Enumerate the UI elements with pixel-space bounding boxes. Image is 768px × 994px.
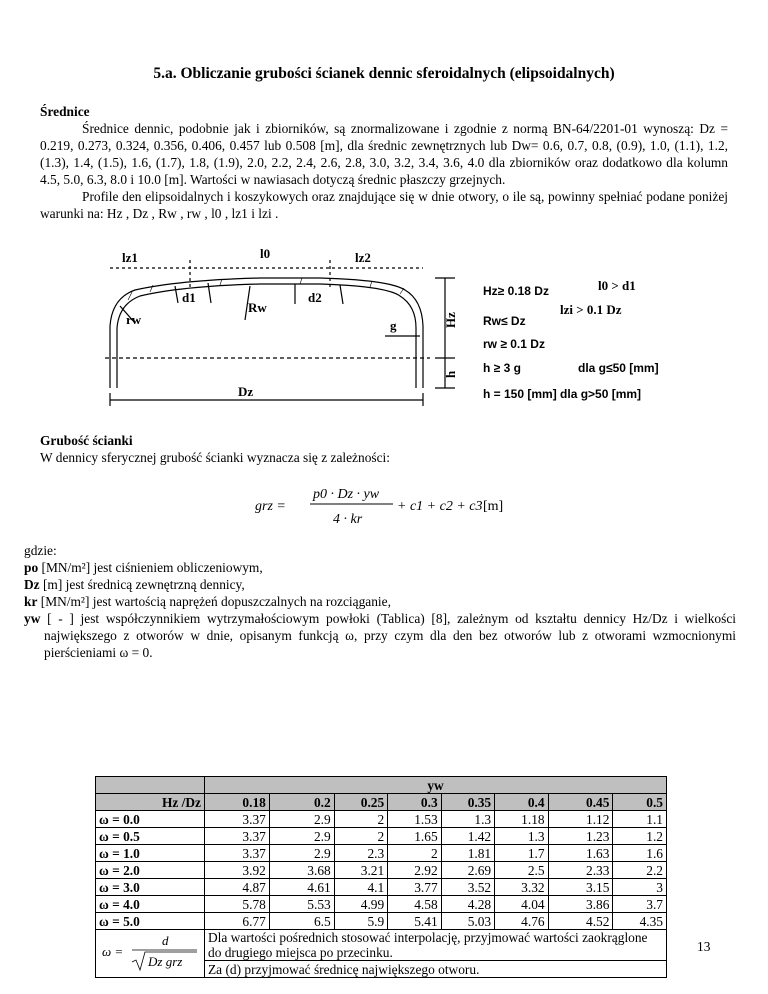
label-l0: l0	[260, 248, 271, 261]
def-symbol: po	[24, 560, 39, 575]
table-cell: 2.2	[613, 862, 667, 879]
table-cell: 1.3	[441, 811, 494, 828]
condition-h-150: h = 150 [mm] dla g>50 [mm]	[483, 387, 642, 401]
section-heading: Grubość ścianki	[40, 433, 133, 448]
formula-numerator: p0 · Dz · yw	[313, 487, 380, 502]
def-text: [ - ] jest współczynnikiem wytrzymałościowym powłoki (Tablica) [8], zależnym od kształtu dennicy Hz/Dz i wielkości największego z otworów w dnie, opisanym funkcją ω, przy czym dla den bez otworów lub z otworami wzmocnionymi pierścieniami ω = 0.	[40, 611, 736, 660]
formula-lhs: grz =	[255, 499, 286, 514]
table-cell: 3.15	[548, 879, 613, 896]
table-cell: 1.18	[495, 811, 548, 828]
table-cell: 3.37	[205, 845, 270, 862]
table-cell: 4.52	[548, 913, 613, 930]
label-Hz: Hz	[443, 312, 458, 328]
omega-formula	[102, 932, 198, 972]
table-header-row	[96, 794, 667, 811]
table-corner: Hz /Dz	[96, 794, 205, 811]
def-text: [m] jest średnicą zewnętrzną dennicy,	[39, 577, 245, 592]
table-body	[96, 811, 667, 930]
table-cell: 1.1	[613, 811, 667, 828]
label-lz2: lz2	[355, 250, 371, 265]
label-d2: d2	[308, 290, 322, 305]
table-row-label: ω = 3.0	[96, 879, 205, 896]
def-text: [MN/m²] jest wartością naprężeń dopuszczalnych na rozciąganie,	[37, 594, 391, 609]
table-cell: 1.53	[388, 811, 441, 828]
page-number: 13	[697, 939, 711, 954]
omega-num: d	[162, 933, 169, 948]
table-cell: 3.37	[205, 828, 270, 845]
table-cell: 4.58	[388, 896, 441, 913]
table-row	[96, 913, 667, 930]
table-cell: 6.77	[205, 913, 270, 930]
table-cell: 3.77	[388, 879, 441, 896]
table-cell: 1.42	[441, 828, 494, 845]
table-cell: 1.12	[548, 811, 613, 828]
table-cell: 3	[613, 879, 667, 896]
def-text: [MN/m²] jest ciśnieniem obliczeniowym,	[38, 560, 263, 575]
table-cell: 2	[388, 845, 441, 862]
table-col-header: 0.45	[548, 794, 613, 811]
table-row	[96, 879, 667, 896]
omega-den: Dz grz	[148, 954, 183, 969]
table-row-label: ω = 2.0	[96, 862, 205, 879]
table-cell: 1.2	[613, 828, 667, 845]
table-cell: 5.03	[441, 913, 494, 930]
section-srednice	[40, 103, 728, 222]
table-cell: 4.28	[441, 896, 494, 913]
table-cell: 4.76	[495, 913, 548, 930]
omega-formula-cell	[96, 930, 205, 978]
table-cell: 3.32	[495, 879, 548, 896]
formula-grz	[255, 480, 555, 530]
condition-g-le-50: dla g≤50 [mm]	[578, 361, 659, 375]
condition-l0: l0 > d1	[598, 278, 636, 293]
table-row-label: ω = 5.0	[96, 913, 205, 930]
table-col-header: 0.3	[388, 794, 441, 811]
definitions	[24, 542, 736, 661]
table-row	[96, 828, 667, 845]
section-heading: Średnice	[40, 104, 90, 119]
paragraph: Profile den elipsoidalnych i koszykowych oraz znajdujące się w dnie otwory, o ile są, powinny spełniać podane poniżej warunki na: Hz , Dz , Rw , rw , l0 , lz1 i lzi .	[40, 189, 728, 221]
table-col-header: 0.4	[495, 794, 548, 811]
table-cell: 5.53	[269, 896, 334, 913]
table-col-header: 0.5	[613, 794, 667, 811]
table-row-label: ω = 0.0	[96, 811, 205, 828]
table-cell: 3.52	[441, 879, 494, 896]
label-rw: rw	[126, 312, 142, 327]
condition-lzi: lzi > 0.1 Dz	[560, 302, 622, 317]
def-symbol: Dz	[24, 577, 40, 592]
table-cell: 2.5	[495, 862, 548, 879]
table-cell: 3.37	[205, 811, 270, 828]
table-cell: 1.3	[495, 828, 548, 845]
yw-table	[95, 776, 667, 978]
table-row-label: ω = 0.5	[96, 828, 205, 845]
table-row	[96, 811, 667, 828]
definition-yw	[24, 610, 736, 661]
condition-Rw: Rw≤ Dz	[483, 314, 526, 328]
table-row	[96, 896, 667, 913]
formula-denominator: 4 · kr	[333, 512, 363, 527]
table-cell: 4.04	[495, 896, 548, 913]
table-note-diameter: Za (d) przyjmować średnicę największego otworu.	[205, 961, 667, 978]
condition-hz: Hz≥ 0.18 Dz	[483, 284, 549, 298]
table-col-header: 0.25	[334, 794, 387, 811]
table-col-header: 0.35	[441, 794, 494, 811]
table-col-header: 0.18	[205, 794, 270, 811]
table-cell: 1.7	[495, 845, 548, 862]
table-cell: 1.81	[441, 845, 494, 862]
table-cell: 2.9	[269, 828, 334, 845]
omega-lhs: ω =	[102, 944, 124, 959]
table-row-label: ω = 4.0	[96, 896, 205, 913]
table-cell: 5.9	[334, 913, 387, 930]
table-cell: 3.68	[269, 862, 334, 879]
dennica-diagram	[100, 248, 690, 408]
condition-rw: rw ≥ 0.1 Dz	[483, 337, 545, 351]
table-cell: 4.99	[334, 896, 387, 913]
condition-h: h ≥ 3 g	[483, 361, 521, 375]
label-g: g	[390, 318, 397, 333]
def-symbol: kr	[24, 594, 38, 609]
table-cell: 4.87	[205, 879, 270, 896]
table-row-label: ω = 1.0	[96, 845, 205, 862]
table-cell: 3.7	[613, 896, 667, 913]
table-cell: 1.65	[388, 828, 441, 845]
label-lz1: lz1	[122, 250, 138, 265]
definition-kr	[24, 593, 736, 610]
formula-rest: + c1 + c2 + c3	[397, 499, 483, 514]
table-cell: 1.63	[548, 845, 613, 862]
table-row	[96, 845, 667, 862]
table-cell: 5.41	[388, 913, 441, 930]
table-cell: 3.21	[334, 862, 387, 879]
where-label: gdzie:	[24, 543, 57, 558]
table-cell: 2.69	[441, 862, 494, 879]
table-cell: 2.9	[269, 811, 334, 828]
table-yw-header: yw	[205, 777, 667, 794]
table-top-header-row	[96, 777, 667, 794]
definition-dz	[24, 576, 736, 593]
table-cell: 4.61	[269, 879, 334, 896]
table-cell: 2	[334, 811, 387, 828]
table-cell: 5.78	[205, 896, 270, 913]
label-h: h	[443, 370, 458, 378]
paragraph: W dennicy sferycznej grubość ścianki wyznacza się z zależności:	[40, 450, 390, 465]
page-title: 5.a. Obliczanie grubości ścianek dennic sferoidalnych (elipsoidalnych)	[153, 65, 615, 82]
table-note-interpolation: Dla wartości pośrednich stosować interpolację, przyjmować wartości zaokrąglone do drugiego miejsca po przecinku.	[205, 930, 667, 961]
table-cell: 2.92	[388, 862, 441, 879]
table-cell: 4.35	[613, 913, 667, 930]
label-d1: d1	[182, 290, 196, 305]
table-cell: 2	[334, 828, 387, 845]
definition-p0	[24, 559, 736, 576]
label-Rw: Rw	[248, 300, 267, 315]
table-cell: 3.92	[205, 862, 270, 879]
formula-unit: [m]	[483, 499, 504, 514]
table-row	[96, 862, 667, 879]
table-cell: 2.9	[269, 845, 334, 862]
table-cell: 6.5	[269, 913, 334, 930]
section-grubosc	[40, 432, 728, 466]
table-col-header: 0.2	[269, 794, 334, 811]
table-cell: 4.1	[334, 879, 387, 896]
table-cell: 2.3	[334, 845, 387, 862]
paragraph: Średnice dennic, podobnie jak i zbiorników, są znormalizowane i zgodnie z normą BN-64/2201-01 wynoszą: Dz = 0.219, 0.273, 0.324, 0.356, 0.406, 0.457 lub 0.508 [m], dla średnic zewnętrznych lub Dw= 0.6, 0.7, 0.8, (0.9), 1.0, (1.1), 1.2, (1.3), 1.4, (1.5), 1.6, (1.7), 1.8, (1.9), 2.0, 2.2, 2.4, 2.6, 2.8, 3.0, 3.2, 3.4, 3.6, 4.0 dla zbiorników oraz dodatkowo dla kolumn 4.5, 5.0, 6.3, 8.0 i 10.0 [m]. Wartości w nawiasach dotyczą średnic płaszczy grzejnych.	[40, 121, 728, 187]
label-Dz: Dz	[238, 384, 254, 399]
table-cell: 1.23	[548, 828, 613, 845]
table-cell: 1.6	[613, 845, 667, 862]
def-symbol: yw	[24, 611, 41, 626]
table-cell: 2.33	[548, 862, 613, 879]
table-cell: 3.86	[548, 896, 613, 913]
